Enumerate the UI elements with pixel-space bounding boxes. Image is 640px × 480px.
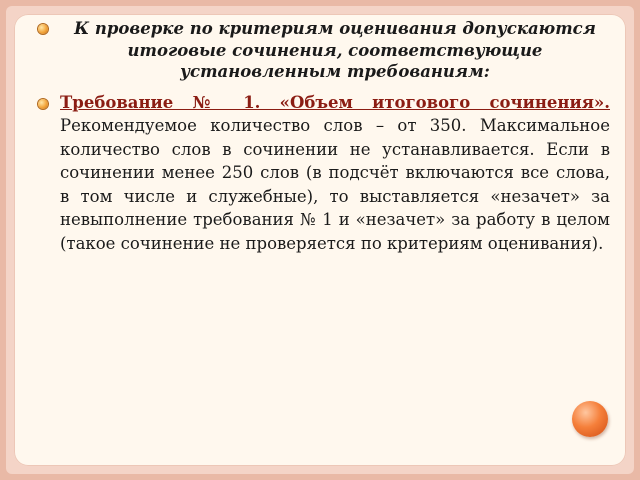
bullet-item-intro xyxy=(36,18,610,83)
bullet-list xyxy=(36,18,610,255)
requirement-label: Требование № 1. «Объем итогового сочинения». xyxy=(60,92,610,112)
requirement-text: Рекомендуемое количество слов – от 350. Максимальное количество слов в сочинении не устанавливается. Если в сочинении менее 250 слов (в подсчёт включаются все слова, в том числе и служебные), то выставляется «незачет» за невыполнение требования № 1 и «незачет» за работу в целом (такое сочинение не проверяется по критериям оценивания). xyxy=(60,116,610,253)
bullet-dot-icon xyxy=(38,99,48,109)
bullet-dot-icon xyxy=(38,24,48,34)
slide-heading: К проверке по критериям оценивания допускаются итоговые сочинения, соответствующие установленным требованиям: xyxy=(74,19,596,81)
orange-ball-icon xyxy=(572,401,608,437)
requirement-paragraph xyxy=(60,91,610,256)
bullet-item-requirement xyxy=(36,91,610,256)
